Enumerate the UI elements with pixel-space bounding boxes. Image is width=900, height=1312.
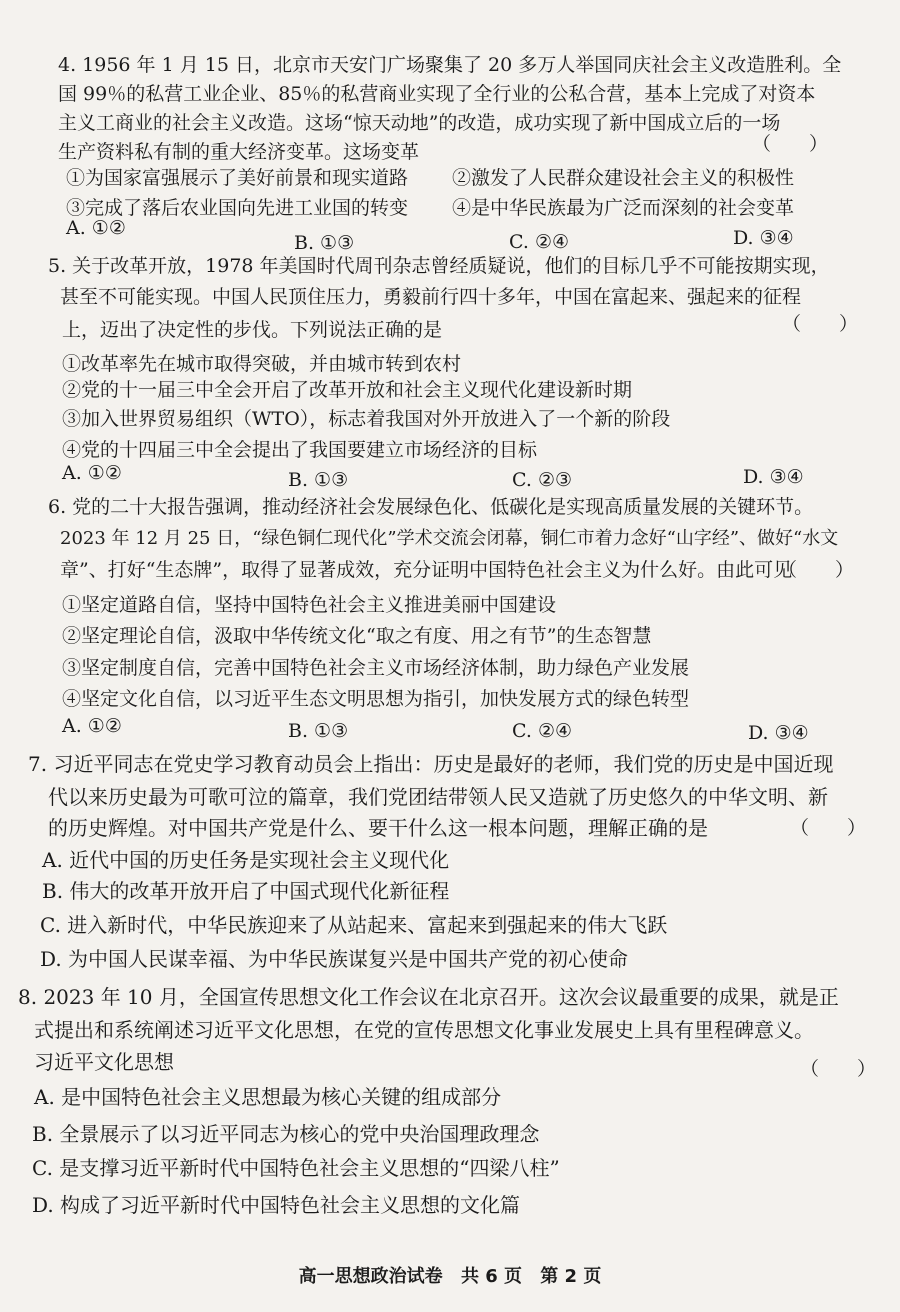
option-b: B. ①③	[288, 469, 349, 491]
question-text-line: 习近平文化思想	[34, 1050, 174, 1074]
answer-blank: （ ）	[800, 1058, 877, 1080]
option-a: A. ①②	[62, 462, 122, 484]
page-number: 第 2 页	[540, 1266, 602, 1287]
option-d: D. 为中国人民谋幸福、为中华民族谋复兴是中国共产党的初心使命	[40, 947, 629, 971]
statement: ②党的十一届三中全会开启了改革开放和社会主义现代化建设新时期	[62, 379, 633, 401]
option-d: D. 构成了习近平新时代中国特色社会主义思想的文化篇	[32, 1193, 521, 1217]
option-a: A. 是中国特色社会主义思想最为核心关键的组成部分	[34, 1085, 502, 1109]
exam-title: 高一思想政治试卷	[298, 1266, 443, 1287]
answer-blank: （ ）	[778, 559, 855, 581]
page-footer	[0, 1262, 900, 1288]
option-b: B. 伟大的改革开放开启了中国式现代化新征程	[42, 879, 450, 903]
statement: ②激发了人民群众建设社会主义的积极性	[452, 167, 795, 189]
question-text-line: 4. 1956 年 1 月 15 日，北京市天安门广场聚集了 20 多万人举国同庆社会主义改造胜利。全	[58, 54, 842, 76]
statement: ①为国家富强展示了美好前景和现实道路	[66, 167, 409, 189]
option-a: A. ①②	[66, 217, 126, 239]
statement: ③坚定制度自信，完善中国特色社会主义市场经济体制，助力绿色产业发展	[62, 657, 690, 679]
option-a: A. 近代中国的历史任务是实现社会主义现代化	[42, 848, 450, 872]
statement: ①改革率先在城市取得突破，并由城市转到农村	[62, 353, 462, 375]
statement: ①坚定道路自信，坚持中国特色社会主义推进美丽中国建设	[62, 594, 557, 616]
answer-blank: （ ）	[782, 313, 859, 335]
answer-blank: （ ）	[752, 133, 829, 155]
question-text-line: 式提出和系统阐述习近平文化思想，在党的宣传思想文化事业发展史上具有里程碑意义。	[34, 1018, 814, 1042]
statement: ③完成了落后农业国向先进工业国的转变	[66, 197, 409, 219]
question-text-line: 的历史辉煌。对中国共产党是什么、要干什么这一根本问题，理解正确的是	[48, 816, 708, 840]
question-text-line: 章”、打好“生态牌”，取得了显著成效，充分证明中国特色社会主义为什么好。由此可见	[60, 559, 793, 581]
option-c: C. ②④	[512, 720, 573, 742]
option-b: B. ①③	[288, 720, 349, 742]
option-b: B. ①③	[294, 232, 355, 254]
question-text-line: 生产资料私有制的重大经济变革。这场变革	[58, 141, 420, 163]
option-a: A. ①②	[62, 715, 122, 737]
question-text-line: 国 99％的私营工业企业、85％的私营商业实现了全行业的公私合营，基本上完成了对资本	[58, 83, 816, 105]
total-pages: 共 6 页	[460, 1266, 522, 1287]
option-d: D. ③④	[733, 227, 794, 249]
statement: ④坚定文化自信，以习近平生态文明思想为指引，加快发展方式的绿色转型	[62, 688, 690, 710]
statement: ③加入世界贸易组织（WTO），标志着我国对外开放进入了一个新的阶段	[62, 408, 671, 430]
answer-blank: （ ）	[790, 817, 867, 839]
option-c: C. ②③	[512, 469, 573, 491]
question-text-line: 上，迈出了决定性的步伐。下列说法正确的是	[62, 319, 443, 341]
option-d: D. ③④	[748, 722, 809, 744]
statement: ④是中华民族最为广泛而深刻的社会变革	[452, 197, 795, 219]
option-d: D. ③④	[743, 466, 804, 488]
question-text-line: 2023 年 12 月 25 日，“绿色铜仁现代化”学术交流会闭幕，铜仁市着力念好“山字经”、做好“水文	[60, 528, 839, 549]
statement: ②坚定理论自信，汲取中华传统文化“取之有度、用之有节”的生态智慧	[62, 625, 652, 647]
option-b: B. 全景展示了以习近平同志为核心的党中央治国理政理念	[32, 1122, 540, 1146]
question-text-line: 5. 关于改革开放，1978 年美国时代周刊杂志曾经质疑说，他们的目标几乎不可能按期实现，	[48, 255, 830, 277]
question-text-line: 主义工商业的社会主义改造。这场“惊天动地”的改造，成功实现了新中国成立后的一场	[58, 112, 781, 134]
option-c: C. ②④	[509, 231, 570, 253]
question-text-line: 代以来历史最为可歌可泣的篇章，我们党团结带领人民又造就了历史悠久的中华文明、新	[48, 785, 828, 809]
option-c: C. 进入新时代，中华民族迎来了从站起来、富起来到强起来的伟大飞跃	[40, 913, 668, 937]
question-text-line: 8. 2023 年 10 月，全国宣传思想文化工作会议在北京召开。这次会议最重要的成果，就是正	[18, 985, 839, 1009]
statement: ④党的十四届三中全会提出了我国要建立市场经济的目标	[62, 439, 538, 461]
question-text-line: 7. 习近平同志在党史学习教育动员会上指出：历史是最好的老师，我们党的历史是中国近现	[28, 752, 834, 776]
question-text-line: 甚至不可能实现。中国人民顶住压力，勇毅前行四十多年，中国在富起来、强起来的征程	[60, 286, 802, 308]
question-text-line: 6. 党的二十大报告强调，推动经济社会发展绿色化、低碳化是实现高质量发展的关键环节。	[48, 496, 814, 518]
option-c: C. 是支撑习近平新时代中国特色社会主义思想的“四梁八柱”	[32, 1156, 560, 1180]
